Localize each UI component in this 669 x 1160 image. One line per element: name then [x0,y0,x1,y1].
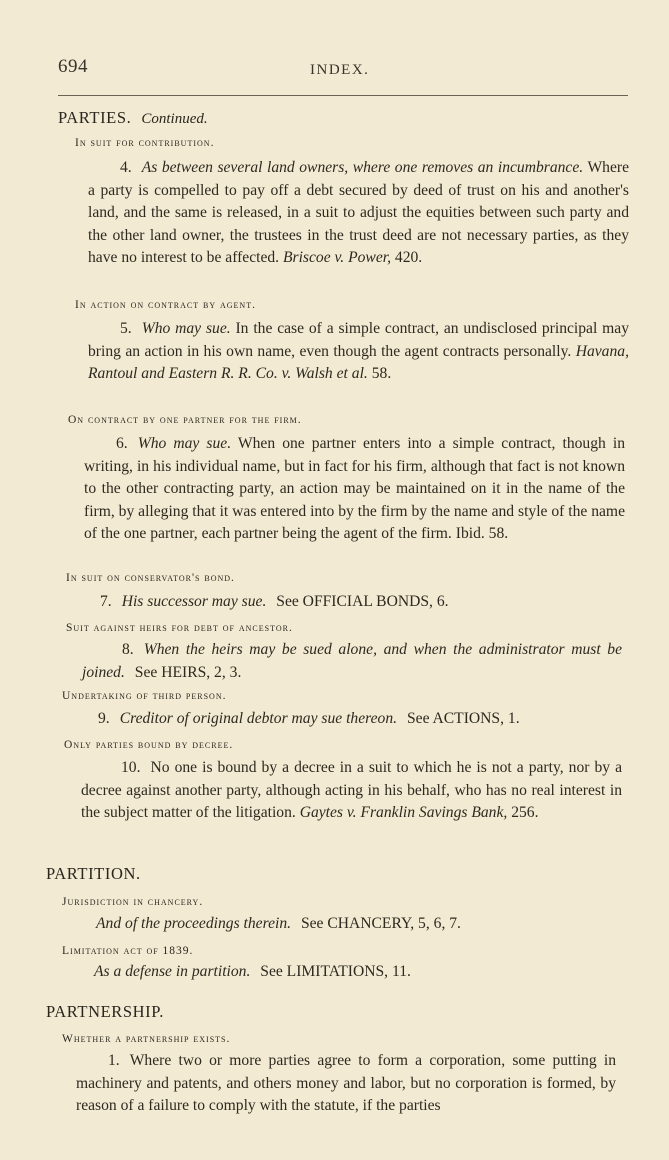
subhead-chancery: Jurisdiction in chancery. [62,896,204,908]
page-number: 694 [58,56,88,77]
entry-number: 1. [108,1052,120,1069]
page-header [58,56,628,86]
citation-page: Ibid. 58. [455,525,509,542]
entry-text: In the case of a simple contract, an undisclosed principal may bring an action in his own name, even though the agent contracts personally. [88,320,629,360]
subhead-heirs-debt: Suit against heirs for debt of ancestor. [66,622,293,634]
citation-page: 420. [394,249,423,266]
entry-summary: And of the proceedings therein. [96,915,292,932]
cross-reference: See CHANCERY, 5, 6, 7. [300,915,461,932]
entry-text: When one partner enters into a simple contract, though in writing, in his individual name, but in fact for his firm, although that fact is not known to the other contracting party, an action may be maintained on it in the name of the firm, by alleging that it was entered into by the firm by the name and style of the name of the one partner, each partner being the agent of the firm. [84,435,626,542]
entry-number: 6. [116,435,128,452]
subhead-third-person: Undertaking of third person. [62,690,227,702]
entry-text: Where a party is compelled to pay off a debt secured by deed of trust on his and another's land, and the same is released, in a suit to adjust the equities between such party and the other land owner, the trustees in the trust deed are not necessary parties, as they have no interest to be affected. [88,159,629,266]
case-citation: Gaytes v. Franklin Savings Bank, [299,804,508,821]
entry-number: 4. [120,159,132,176]
cross-reference: See ACTIONS, 1. [406,710,520,727]
subhead-contract-by-agent: In action on contract by agent. [75,299,256,311]
entry-summary: As between several land owners, where one removes an incumbrance. [141,159,584,176]
cross-reference: See LIMITATIONS, 11. [260,963,411,980]
entry-10 [81,757,622,825]
subhead-conservator-bond: In suit on conservator's bond. [66,572,235,584]
subhead-bound-by-decree: Only parties bound by decree. [64,739,234,751]
entry-summary: When the heirs may be sued alone, and when the administrator must be joined. [82,641,622,681]
subhead-partner-for-firm: On contract by one partner for the firm. [68,414,302,426]
citation-page: 58. [371,365,392,382]
entry-summary: Who may sue. [141,320,231,337]
entry-5 [88,318,629,386]
section-heading-partition: PARTITION. [46,864,141,883]
entry-4 [88,157,629,270]
partition-entry-limitation [94,961,634,984]
entry-number: 7. [100,593,112,610]
case-citation: Briscoe v. Power, [283,249,391,266]
continued-label: Continued. [141,111,208,127]
header-rule [58,95,628,96]
entry-6 [84,433,625,546]
entry-summary: Who may sue. [137,435,232,452]
cross-reference: See HEIRS, 2, 3. [134,663,242,681]
section-heading-parties [58,108,208,128]
subhead-limitation-act: Limitation act of 1839. [62,945,194,957]
partition-entry-chancery [96,913,636,936]
running-head: INDEX. [310,62,370,78]
section-title: PARTIES. [58,108,132,127]
section-heading-partnership: PARTNERSHIP. [46,1002,164,1021]
entry-summary: As a defense in partition. [94,963,251,980]
entry-7 [100,591,630,614]
entry-number: 5. [120,320,132,337]
partnership-entry-1 [76,1050,616,1118]
entry-8 [82,639,622,684]
entry-summary: Creditor of original debtor may sue thereon. [119,710,398,727]
entry-number: 8. [122,641,134,658]
cross-reference: See OFFICIAL BONDS, 6. [276,593,449,610]
entry-text: Where two or more parties agree to form a corporation, some putting in machinery and patents, and others money and labor, but no corporation is formed, by reason of a failure to comply with the statute, if the parties [76,1052,616,1114]
subhead-contribution: In suit for contribution. [75,137,215,149]
citation-page: 256. [511,804,539,821]
case-citation: Havana, Rantoul and Eastern R. R. Co. v. Walsh et al. [88,342,629,382]
entry-summary: His successor may sue. [121,593,267,610]
entry-number: 9. [98,710,110,727]
entry-number: 10. [121,759,141,776]
entry-text: No one is bound by a decree in a suit to which he is not a party, nor by a decree against another party, although acting in his behalf, who has no real interest in the subject matter of the litigation. [81,759,622,821]
entry-9 [98,708,628,731]
subhead-partnership-exists: Whether a partnership exists. [62,1033,231,1045]
